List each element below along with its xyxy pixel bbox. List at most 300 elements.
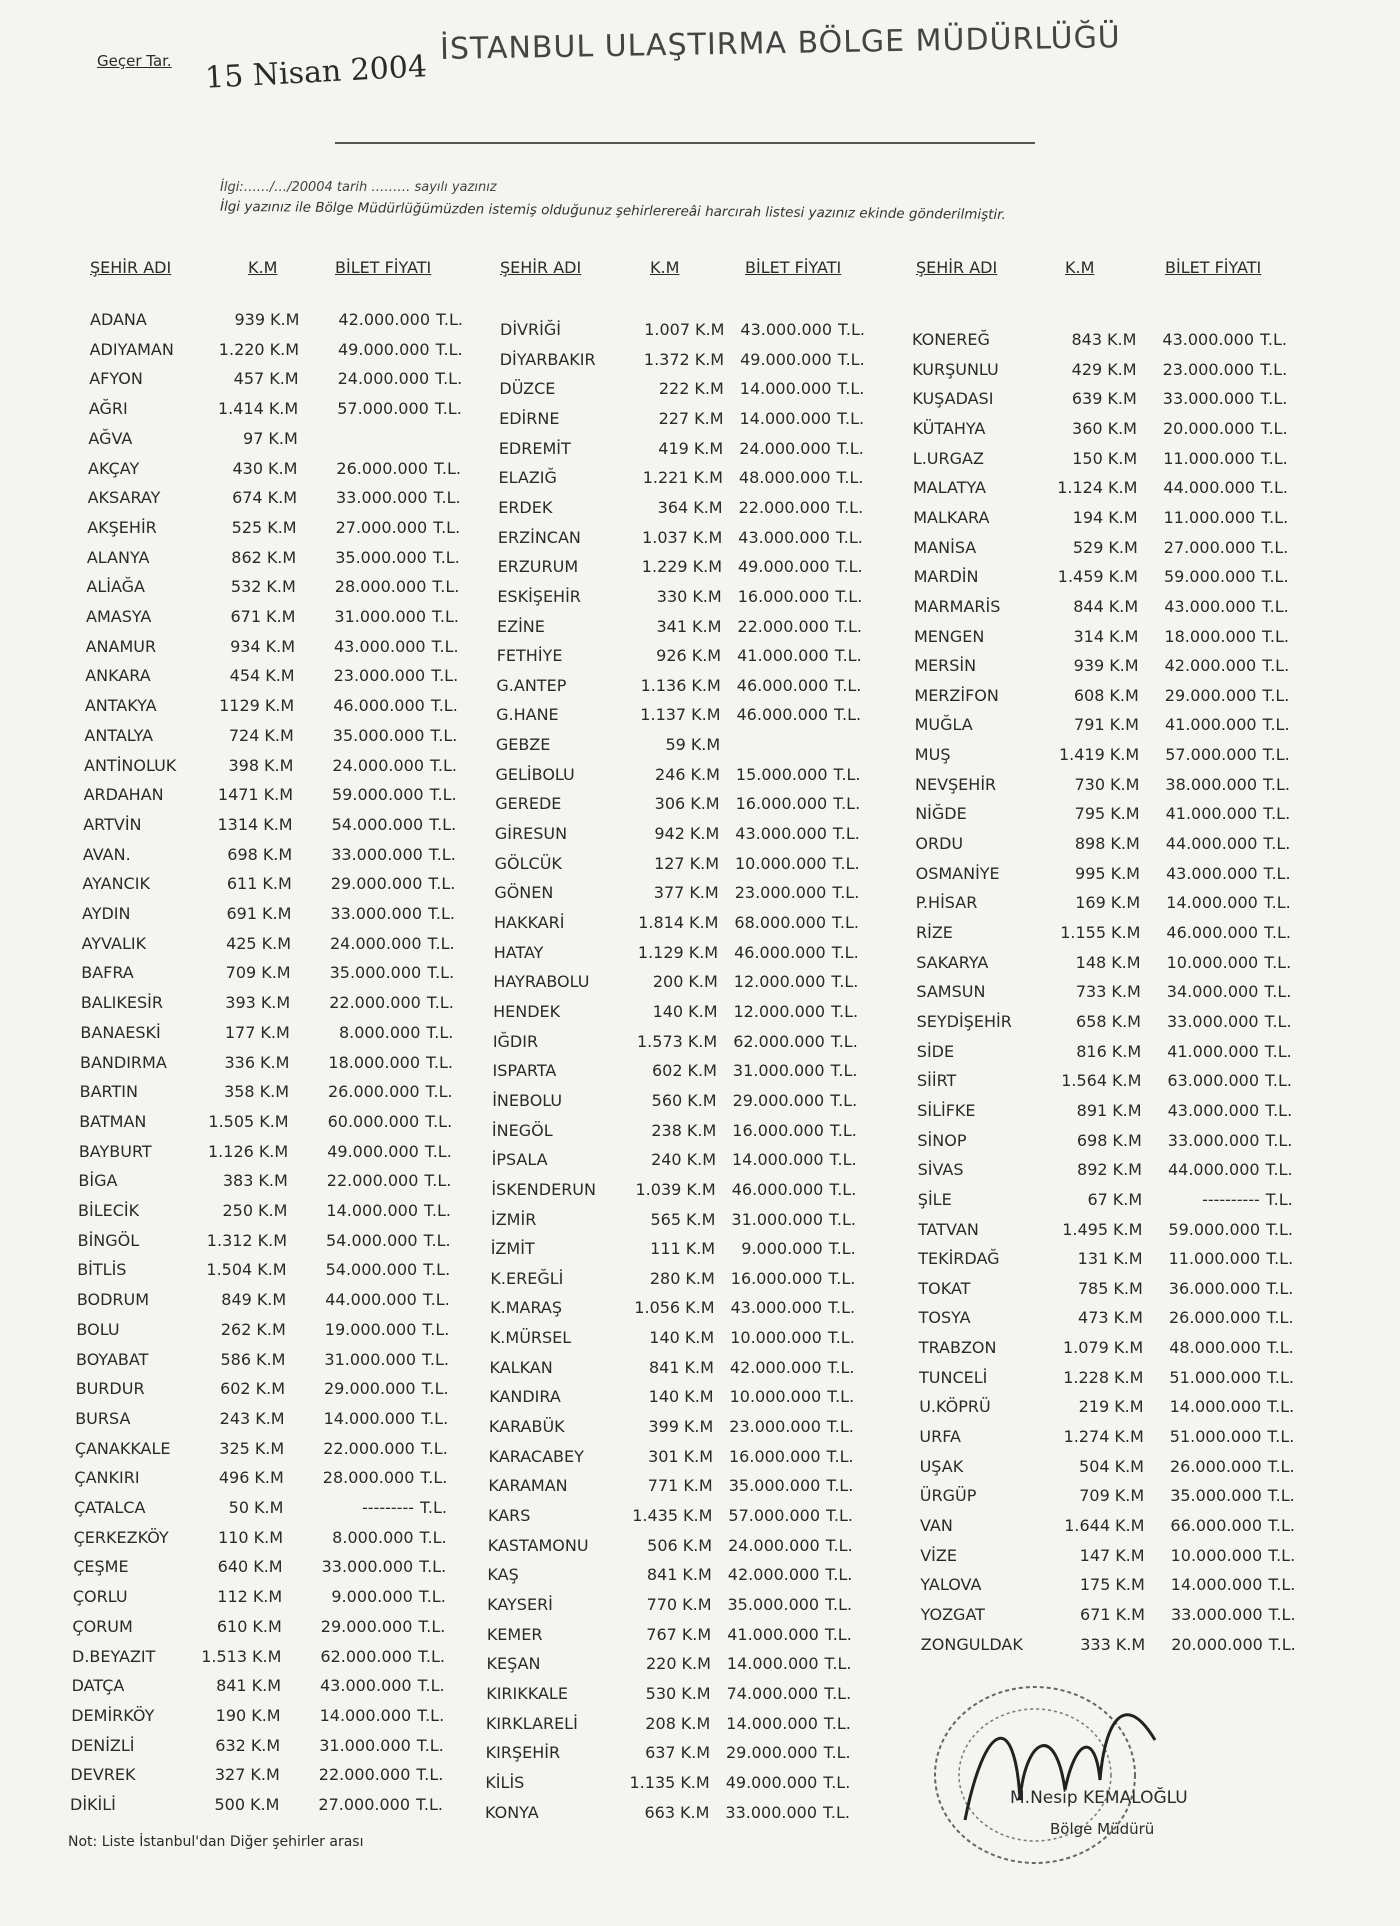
ticket-fare: 43.000.000 xyxy=(334,636,426,656)
km-unit: K.M xyxy=(1114,1427,1144,1447)
currency-unit: T.L. xyxy=(431,666,459,686)
table-row xyxy=(914,627,1314,655)
city-name: AVAN. xyxy=(82,844,131,864)
currency-unit: T.L. xyxy=(828,1239,856,1259)
km-unit: K.M xyxy=(260,1052,290,1072)
table-row xyxy=(917,1131,1317,1159)
ticket-fare: 41.000.000 xyxy=(737,646,829,666)
city-name: ÇEŞME xyxy=(73,1557,129,1577)
distance-km: 1471 xyxy=(217,785,259,805)
distance-km: 1.504 xyxy=(206,1260,253,1280)
currency-unit: T.L. xyxy=(831,942,859,962)
city-name: AYANCIK xyxy=(82,874,150,894)
km-unit: K.M xyxy=(252,1646,282,1666)
km-unit: K.M xyxy=(1112,1100,1142,1120)
km-unit: K.M xyxy=(692,557,722,577)
table-row xyxy=(492,1150,892,1178)
ticket-fare: 60.000.000 xyxy=(327,1111,420,1131)
distance-km: 358 xyxy=(224,1082,255,1102)
ticket-fare: 14.000.000 xyxy=(739,408,832,428)
table-row xyxy=(915,775,1315,803)
ticket-fare: 46.000.000 xyxy=(731,1179,824,1199)
ticket-fare: 16.000.000 xyxy=(732,1120,824,1140)
city-name: KIRŞEHİR xyxy=(485,1743,561,1763)
distance-km: 1.513 xyxy=(201,1646,247,1666)
distance-km: 724 xyxy=(228,725,260,745)
ticket-fare: 14.000.000 xyxy=(319,1705,412,1725)
ticket-fare: 33.000.000 xyxy=(1162,389,1255,409)
table-row xyxy=(918,1160,1318,1188)
currency-unit: T.L. xyxy=(1263,863,1291,883)
table-row xyxy=(71,1736,471,1764)
ticket-fare: 44.000.000 xyxy=(1167,1160,1260,1180)
city-name: AĞRI xyxy=(88,399,128,419)
currency-unit: T.L. xyxy=(833,764,861,784)
city-name: KİLİS xyxy=(485,1772,525,1792)
city-name: ERDEK xyxy=(498,497,553,517)
distance-km: 639 xyxy=(1071,389,1103,409)
currency-unit: T.L. xyxy=(1263,834,1291,854)
col-km-header: K.M xyxy=(650,258,680,277)
table-row xyxy=(76,1320,476,1348)
city-name: KALKAN xyxy=(489,1357,553,1377)
table-row xyxy=(496,705,896,733)
ticket-fare: 29.000.000 xyxy=(732,1090,825,1110)
ticket-fare: 57.000.000 xyxy=(728,1506,820,1525)
ticket-fare: 20.000.000 xyxy=(1171,1634,1263,1654)
city-name: HATAY xyxy=(493,942,544,962)
km-unit: K.M xyxy=(688,1001,718,1021)
body-text: İlgi yazınız ile Bölge Müdürlüğümüzden istemiş olduğunuz şehirlerereâi harcırah listesi yazınız ekinde gönderilmiştir. xyxy=(219,198,1006,223)
city-name: BOYABAT xyxy=(76,1349,149,1369)
city-name: İPSALA xyxy=(491,1150,548,1170)
table-row xyxy=(491,1210,891,1238)
ticket-fare: 59.000.000 xyxy=(1163,567,1256,587)
km-unit: K.M xyxy=(695,320,725,339)
distance-km: 246 xyxy=(654,764,686,784)
ticket-fare: 16.000.000 xyxy=(737,586,830,606)
table-row xyxy=(488,1506,888,1534)
table-row xyxy=(917,1101,1317,1129)
currency-unit: T.L. xyxy=(1261,537,1289,557)
city-name: MARDİN xyxy=(913,567,979,587)
city-name: KIRIKKALE xyxy=(486,1683,568,1703)
distance-km: 892 xyxy=(1077,1160,1108,1180)
ticket-fare: 23.000.000 xyxy=(333,666,426,686)
km-unit: K.M xyxy=(687,1090,717,1110)
table-row xyxy=(913,419,1313,447)
city-name: GÖLCÜK xyxy=(494,853,562,873)
table-row xyxy=(75,1439,475,1467)
distance-km: 791 xyxy=(1074,715,1105,735)
km-unit: K.M xyxy=(1108,478,1138,498)
distance-km: 150 xyxy=(1072,448,1103,468)
city-name: BANAESKİ xyxy=(80,1022,161,1042)
km-unit: K.M xyxy=(690,764,720,784)
currency-unit: T.L. xyxy=(421,1379,449,1399)
city-name: ANTİNOLUK xyxy=(84,755,177,775)
distance-km: 730 xyxy=(1074,774,1105,794)
table-row xyxy=(918,1220,1318,1248)
currency-unit: T.L. xyxy=(824,1683,852,1703)
currency-unit: T.L. xyxy=(837,349,865,369)
city-name: DİVRİĞİ xyxy=(500,320,561,339)
km-unit: K.M xyxy=(257,1230,287,1250)
city-name: DEMİRKÖY xyxy=(71,1705,155,1725)
km-unit: K.M xyxy=(686,1209,716,1229)
currency-unit: T.L. xyxy=(837,379,865,399)
ticket-fare: 20.000.000 xyxy=(1162,418,1255,438)
currency-unit: T.L. xyxy=(1265,1189,1293,1209)
distance-km: 841 xyxy=(646,1565,678,1585)
ticket-fare: 22.000.000 xyxy=(326,1171,419,1191)
km-unit: K.M xyxy=(1112,1130,1142,1150)
table-row xyxy=(79,1112,479,1140)
distance-km: 333 xyxy=(1080,1634,1111,1654)
km-unit: K.M xyxy=(692,616,722,636)
table-row xyxy=(913,449,1313,477)
city-name: İNEGÖL xyxy=(491,1120,553,1140)
ticket-fare: 14.000.000 xyxy=(726,1654,819,1674)
table-row xyxy=(912,360,1312,388)
ticket-fare: 14.000.000 xyxy=(739,379,832,399)
city-name: U.KÖPRÜ xyxy=(919,1397,991,1417)
distance-km: 457 xyxy=(233,369,265,389)
table-row xyxy=(84,756,484,784)
city-name: ÇANAKKALE xyxy=(74,1438,171,1458)
city-name: UŞAK xyxy=(919,1456,964,1476)
currency-unit: T.L. xyxy=(424,1201,451,1220)
km-unit: K.M xyxy=(1115,1604,1145,1624)
distance-km: 454 xyxy=(229,666,261,686)
km-unit: K.M xyxy=(693,497,723,517)
km-unit: K.M xyxy=(250,1795,280,1814)
currency-unit: T.L. xyxy=(1268,1634,1296,1654)
ticket-fare: 31.000.000 xyxy=(324,1349,416,1369)
currency-unit: T.L. xyxy=(429,814,457,834)
table-row xyxy=(78,1201,478,1229)
city-name: NEVŞEHİR xyxy=(915,774,997,794)
ticket-fare: 22.000.000 xyxy=(738,497,831,517)
km-unit: K.M xyxy=(1111,923,1141,942)
km-unit: K.M xyxy=(258,1201,288,1220)
table-row xyxy=(915,715,1315,743)
city-name: DİYARBAKIR xyxy=(499,349,596,369)
ticket-fare: 16.000.000 xyxy=(729,1446,821,1466)
city-name: TOKAT xyxy=(918,1278,971,1298)
table-row xyxy=(75,1409,475,1437)
distance-km: 862 xyxy=(231,547,262,567)
currency-unit: T.L. xyxy=(1264,1011,1292,1031)
distance-km: 939 xyxy=(1073,656,1105,676)
table-row xyxy=(85,696,485,724)
km-unit: K.M xyxy=(687,1061,717,1081)
distance-km: 1.228 xyxy=(1063,1367,1109,1387)
city-name: BOLU xyxy=(76,1319,120,1339)
distance-km: 610 xyxy=(216,1616,248,1636)
distance-km: 1.372 xyxy=(643,349,690,369)
distance-km: 341 xyxy=(656,616,687,636)
table-row xyxy=(487,1595,887,1623)
currency-unit: T.L. xyxy=(1264,1041,1292,1061)
km-unit: K.M xyxy=(683,1417,714,1437)
city-name: GEBZE xyxy=(495,735,551,755)
currency-unit: T.L. xyxy=(836,468,864,488)
ticket-fare: 10.000.000 xyxy=(735,853,827,873)
km-unit: K.M xyxy=(689,913,719,932)
currency-unit: T.L. xyxy=(829,1150,857,1170)
distance-km: 1.007 xyxy=(644,320,690,339)
currency-unit: T.L. xyxy=(1264,952,1292,972)
city-name: HAKKARİ xyxy=(494,913,565,932)
distance-km: 1.136 xyxy=(640,675,687,695)
distance-km: 219 xyxy=(1078,1397,1110,1417)
table-row xyxy=(72,1676,472,1704)
distance-km: 430 xyxy=(232,458,263,478)
distance-km: 200 xyxy=(652,972,684,992)
table-row xyxy=(920,1516,1320,1544)
city-name: YOZGAT xyxy=(920,1604,985,1624)
table-row xyxy=(500,350,900,378)
currency-unit: T.L. xyxy=(838,320,865,339)
ticket-fare: 9.000.000 xyxy=(331,1587,413,1607)
currency-unit: T.L. xyxy=(1267,1486,1295,1506)
table-row xyxy=(920,1457,1320,1485)
currency-unit: T.L. xyxy=(432,577,460,597)
ticket-fare: 49.000.000 xyxy=(738,557,830,577)
km-unit: K.M xyxy=(253,1527,283,1547)
currency-unit: T.L. xyxy=(418,1646,445,1666)
distance-km: 59 xyxy=(665,735,686,755)
currency-unit: T.L. xyxy=(835,616,862,636)
km-unit: K.M xyxy=(684,1328,715,1348)
table-row xyxy=(73,1557,473,1585)
distance-km: 147 xyxy=(1079,1545,1111,1565)
ticket-fare: 12.000.000 xyxy=(733,1001,826,1021)
table-row xyxy=(915,745,1315,773)
distance-km: 898 xyxy=(1074,834,1106,854)
city-name: ADIYAMAN xyxy=(89,339,174,359)
ticket-fare: 14.000.000 xyxy=(732,1150,824,1170)
distance-km: 1314 xyxy=(217,814,259,834)
distance-km: 1.155 xyxy=(1060,923,1106,942)
distance-km: 1.135 xyxy=(629,1772,676,1792)
stamp-label: Geçer Tar. xyxy=(97,52,172,70)
currency-unit: T.L. xyxy=(831,972,859,992)
km-unit: K.M xyxy=(686,1179,716,1199)
ticket-fare: 33.000.000 xyxy=(1167,1130,1260,1150)
currency-unit: T.L. xyxy=(823,1802,850,1822)
city-name: MENGEN xyxy=(914,626,985,646)
table-row xyxy=(497,646,897,674)
km-unit: K.M xyxy=(266,607,296,626)
city-name: AFYON xyxy=(89,369,143,389)
document-title: İSTANBUL ULAŞTIRMA BÖLGE MÜDÜRLÜĞÜ xyxy=(439,20,1122,67)
city-name: BİTLİS xyxy=(77,1260,127,1280)
table-row xyxy=(494,943,894,971)
distance-km: 926 xyxy=(656,646,687,666)
reference-line: İlgi:……/…/20004 tarih ……… sayılı yazınız xyxy=(220,180,497,195)
km-unit: K.M xyxy=(256,1319,286,1339)
km-unit: K.M xyxy=(251,1676,281,1696)
currency-unit: T.L. xyxy=(826,1417,854,1437)
km-unit: K.M xyxy=(685,1298,715,1318)
table-row xyxy=(489,1387,889,1415)
ticket-fare: 35.000.000 xyxy=(727,1594,820,1614)
table-row xyxy=(74,1528,474,1556)
currency-unit: T.L. xyxy=(430,725,458,745)
distance-km: 67 xyxy=(1087,1189,1108,1209)
km-unit: K.M xyxy=(252,1616,282,1636)
ticket-fare: 16.000.000 xyxy=(730,1268,823,1288)
currency-unit: T.L. xyxy=(824,1624,852,1644)
ticket-fare: 35.000.000 xyxy=(329,963,422,983)
km-unit: K.M xyxy=(1113,1249,1143,1269)
currency-unit: T.L. xyxy=(1261,507,1289,527)
km-unit: K.M xyxy=(1113,1219,1143,1239)
km-unit: K.M xyxy=(1109,685,1139,705)
ticket-fare: 11.000.000 xyxy=(1163,448,1255,468)
city-name: ERZİNCAN xyxy=(497,527,581,547)
currency-unit: T.L. xyxy=(1260,389,1288,409)
ticket-fare: 19.000.000 xyxy=(324,1319,417,1339)
ticket-fare: 74.000.000 xyxy=(726,1683,819,1703)
table-row xyxy=(89,369,489,397)
table-row xyxy=(82,934,482,962)
currency-unit: T.L. xyxy=(1263,893,1291,913)
distance-km: 1.274 xyxy=(1063,1427,1110,1447)
city-name: ADANA xyxy=(90,310,147,329)
city-name: NİĞDE xyxy=(915,804,967,824)
currency-unit: T.L. xyxy=(417,1705,445,1725)
table-row xyxy=(491,1239,891,1267)
ticket-fare: 27.000.000 xyxy=(1163,537,1256,557)
distance-km: 611 xyxy=(226,874,258,894)
table-row xyxy=(919,1368,1319,1396)
currency-unit: T.L. xyxy=(427,963,455,983)
table-row xyxy=(490,1269,890,1297)
ticket-fare: 62.000.000 xyxy=(320,1646,412,1666)
table-row xyxy=(74,1468,474,1496)
ticket-fare: 10.000.000 xyxy=(1166,952,1259,972)
km-unit: K.M xyxy=(1115,1545,1145,1565)
ticket-fare: 41.000.000 xyxy=(1167,1041,1259,1061)
km-unit: K.M xyxy=(261,933,291,953)
city-name: G.HANE xyxy=(496,705,559,725)
km-unit: K.M xyxy=(269,369,299,389)
currency-unit: T.L. xyxy=(826,1446,854,1466)
km-unit: K.M xyxy=(267,488,297,508)
table-row xyxy=(917,1071,1317,1099)
distance-km: 504 xyxy=(1079,1456,1110,1476)
ticket-fare: 8.000.000 xyxy=(332,1527,414,1547)
km-unit: K.M xyxy=(1110,804,1140,824)
km-unit: K.M xyxy=(694,379,724,399)
distance-km: 425 xyxy=(226,933,257,953)
city-name: ERZURUM xyxy=(497,557,579,577)
city-name: SİNOP xyxy=(917,1130,967,1150)
ticket-fare: 23.000.000 xyxy=(729,1417,821,1437)
table-row xyxy=(495,794,895,822)
currency-unit: T.L. xyxy=(1264,923,1291,942)
currency-unit: T.L. xyxy=(1262,656,1290,676)
currency-unit: T.L. xyxy=(830,1031,858,1051)
city-name: ÇERKEZKÖY xyxy=(73,1527,169,1547)
city-name: FETHİYE xyxy=(496,646,563,666)
city-name: BODRUM xyxy=(76,1290,150,1310)
ticket-fare: 28.000.000 xyxy=(322,1468,415,1488)
ticket-fare: 41.000.000 xyxy=(727,1624,819,1644)
currency-unit: T.L. xyxy=(435,369,463,389)
km-unit: K.M xyxy=(266,577,296,597)
km-unit: K.M xyxy=(684,1387,714,1407)
city-name: GİRESUN xyxy=(494,824,568,844)
km-unit: K.M xyxy=(1109,715,1139,735)
distance-km: 733 xyxy=(1075,982,1107,1002)
ticket-fare: 14.000.000 xyxy=(1169,1397,1262,1417)
km-unit: K.M xyxy=(1114,1397,1144,1417)
distance-km: 586 xyxy=(220,1349,251,1369)
city-name: KAYSERİ xyxy=(487,1594,553,1614)
currency-unit: T.L. xyxy=(1267,1367,1294,1387)
distance-km: 360 xyxy=(1072,418,1103,438)
km-unit: K.M xyxy=(680,1772,710,1792)
ticket-fare: 43.000.000 xyxy=(740,320,832,339)
table-row xyxy=(496,676,896,704)
currency-unit: T.L. xyxy=(837,408,865,428)
currency-unit: T.L. xyxy=(1268,1575,1296,1595)
city-name: BANDIRMA xyxy=(80,1052,167,1072)
currency-unit: T.L. xyxy=(833,794,861,814)
km-unit: K.M xyxy=(261,963,291,983)
km-unit: K.M xyxy=(687,1031,718,1051)
distance-km: 530 xyxy=(645,1683,677,1703)
ticket-fare: 23.000.000 xyxy=(734,883,827,903)
currency-unit: T.L. xyxy=(827,1328,855,1348)
km-unit: K.M xyxy=(1108,537,1138,557)
currency-unit: T.L. xyxy=(1261,567,1289,587)
distance-km: 243 xyxy=(219,1408,251,1428)
distance-km: 663 xyxy=(644,1802,675,1822)
city-name: P.HİSAR xyxy=(915,893,978,913)
city-name: GÖNEN xyxy=(494,883,554,903)
table-row xyxy=(488,1476,888,1504)
table-row xyxy=(83,815,483,843)
km-unit: K.M xyxy=(685,1239,716,1259)
currency-unit: T.L. xyxy=(827,1357,855,1377)
table-row xyxy=(487,1625,887,1653)
city-name: AKÇAY xyxy=(88,458,140,478)
city-name: SİLİFKE xyxy=(917,1100,976,1120)
currency-unit: T.L. xyxy=(428,844,456,864)
km-unit: K.M xyxy=(691,646,722,666)
distance-km: 934 xyxy=(230,636,261,656)
city-name: ÇATALCA xyxy=(74,1498,146,1517)
ticket-fare: 35.000.000 xyxy=(335,547,427,567)
table-row xyxy=(920,1486,1320,1514)
ticket-fare: 29.000.000 xyxy=(320,1616,413,1636)
ticket-fare: 26.000.000 xyxy=(1169,1456,1262,1476)
ticket-fare: 26.000.000 xyxy=(1168,1308,1261,1328)
table-row xyxy=(76,1379,476,1407)
km-unit: K.M xyxy=(250,1735,281,1755)
distance-km: 771 xyxy=(647,1476,679,1496)
ticket-fare: 29.000.000 xyxy=(1164,685,1257,705)
km-unit: K.M xyxy=(255,1408,285,1428)
ticket-fare: 41.000.000 xyxy=(1164,715,1257,735)
km-unit: K.M xyxy=(259,1111,289,1131)
km-unit: K.M xyxy=(263,785,293,805)
